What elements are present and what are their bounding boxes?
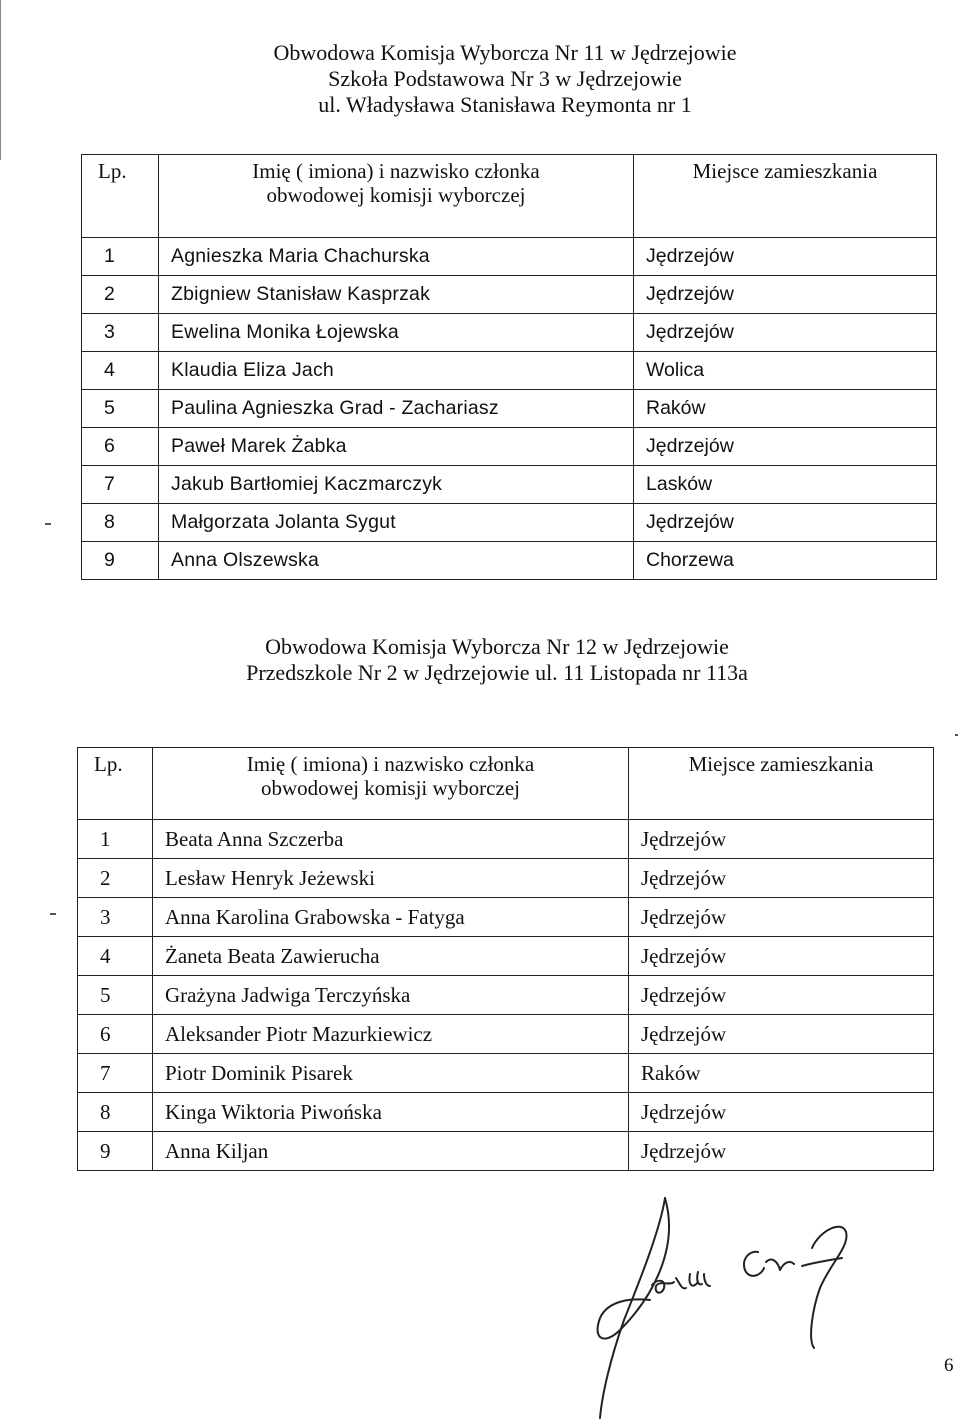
residence: Chorzewa <box>634 542 937 580</box>
table-row <box>82 428 937 466</box>
row-number: 6 <box>78 1015 153 1054</box>
column-header-name <box>159 155 634 238</box>
residence: Lasków <box>634 466 937 504</box>
residence: Jędrzejów <box>629 1093 934 1132</box>
member-name: Jakub Bartłomiej Kaczmarczyk <box>159 466 634 504</box>
scan-mark <box>50 913 56 915</box>
row-number: 3 <box>78 898 153 937</box>
handwritten-signature <box>580 1190 880 1420</box>
member-name: Paweł Marek Żabka <box>159 428 634 466</box>
residence: Jędrzejów <box>629 1015 934 1054</box>
table-row <box>82 276 937 314</box>
table-body <box>82 238 937 580</box>
row-number: 5 <box>82 390 159 428</box>
residence: Raków <box>634 390 937 428</box>
table-row <box>78 898 934 937</box>
residence: Jędrzejów <box>634 314 937 352</box>
member-name: Klaudia Eliza Jach <box>159 352 634 390</box>
row-number: 3 <box>82 314 159 352</box>
column-header-name-line: obwodowej komisji wyborczej <box>261 776 520 800</box>
residence: Jędrzejów <box>629 937 934 976</box>
member-name: Ewelina Monika Łojewska <box>159 314 634 352</box>
committee-12-heading <box>0 634 960 686</box>
row-number: 8 <box>78 1093 153 1132</box>
member-name: Małgorzata Jolanta Sygut <box>159 504 634 542</box>
member-name: Anna Kiljan <box>153 1132 629 1171</box>
row-number: 7 <box>82 466 159 504</box>
member-name: Żaneta Beata Zawierucha <box>153 937 629 976</box>
residence: Wolica <box>634 352 937 390</box>
member-name: Agnieszka Maria Chachurska <box>159 238 634 276</box>
residence: Jędrzejów <box>629 1132 934 1171</box>
column-header-place: Miejsce zamieszkania <box>629 748 934 820</box>
table-body <box>78 820 934 1171</box>
residence: Jędrzejów <box>629 898 934 937</box>
row-number: 4 <box>78 937 153 976</box>
table-row <box>78 1054 934 1093</box>
member-name: Aleksander Piotr Mazurkiewicz <box>153 1015 629 1054</box>
column-header-name-line: obwodowej komisji wyborczej <box>266 183 526 207</box>
table-header-row <box>82 155 937 238</box>
column-header-name <box>153 748 629 820</box>
member-name: Paulina Agnieszka Grad - Zachariasz <box>159 390 634 428</box>
member-name: Piotr Dominik Pisarek <box>153 1054 629 1093</box>
table-row <box>78 820 934 859</box>
residence: Jędrzejów <box>634 428 937 466</box>
row-number: 5 <box>78 976 153 1015</box>
residence: Jędrzejów <box>629 820 934 859</box>
member-name: Anna Karolina Grabowska - Fatyga <box>153 898 629 937</box>
column-header-name-line: Imię ( imiona) i nazwisko członka <box>252 159 540 183</box>
row-number: 4 <box>82 352 159 390</box>
column-header-name-line: Imię ( imiona) i nazwisko członka <box>246 752 535 776</box>
residence: Jędrzejów <box>634 238 937 276</box>
table-row <box>82 238 937 276</box>
table-row <box>78 976 934 1015</box>
row-number: 9 <box>82 542 159 580</box>
page-number: 6 <box>944 1355 954 1376</box>
table-row <box>82 542 937 580</box>
table-row <box>78 1132 934 1171</box>
residence: Jędrzejów <box>629 976 934 1015</box>
committee-11-heading <box>0 40 960 118</box>
heading-line: ul. Władysława Stanisława Reymonta nr 1 <box>318 92 692 117</box>
committee-11-members-table <box>81 154 937 580</box>
heading-line: Szkoła Podstawowa Nr 3 w Jędrzejowie <box>328 66 682 91</box>
column-header-lp: Lp. <box>82 155 159 238</box>
member-name: Zbigniew Stanisław Kasprzak <box>159 276 634 314</box>
row-number: 9 <box>78 1132 153 1171</box>
member-name: Grażyna Jadwiga Terczyńska <box>153 976 629 1015</box>
residence: Jędrzejów <box>634 504 937 542</box>
table-row <box>82 352 937 390</box>
row-number: 7 <box>78 1054 153 1093</box>
member-name: Lesław Henryk Jeżewski <box>153 859 629 898</box>
table-row <box>82 466 937 504</box>
heading-line: Przedszkole Nr 2 w Jędrzejowie ul. 11 Listopada nr 113a <box>246 660 748 685</box>
table-row <box>78 1015 934 1054</box>
row-number: 2 <box>82 276 159 314</box>
member-name: Kinga Wiktoria Piwońska <box>153 1093 629 1132</box>
heading-line: Obwodowa Komisja Wyborcza Nr 11 w Jędrzejowie <box>273 40 737 65</box>
column-header-place: Miejsce zamieszkania <box>634 155 937 238</box>
row-number: 1 <box>78 820 153 859</box>
committee-12-members-table <box>77 747 934 1171</box>
table-row <box>82 504 937 542</box>
member-name: Beata Anna Szczerba <box>153 820 629 859</box>
table-row <box>82 390 937 428</box>
member-name: Anna Olszewska <box>159 542 634 580</box>
scan-mark <box>45 523 51 525</box>
residence: Raków <box>629 1054 934 1093</box>
row-number: 2 <box>78 859 153 898</box>
row-number: 1 <box>82 238 159 276</box>
table-row <box>78 1093 934 1132</box>
row-number: 6 <box>82 428 159 466</box>
table-row <box>78 937 934 976</box>
residence: Jędrzejów <box>634 276 937 314</box>
table-row <box>82 314 937 352</box>
table-row <box>78 859 934 898</box>
row-number: 8 <box>82 504 159 542</box>
heading-line: Obwodowa Komisja Wyborcza Nr 12 w Jędrzejowie <box>265 634 729 659</box>
scan-mark <box>955 734 958 736</box>
residence: Jędrzejów <box>629 859 934 898</box>
column-header-lp: Lp. <box>78 748 153 820</box>
table-header-row <box>78 748 934 820</box>
